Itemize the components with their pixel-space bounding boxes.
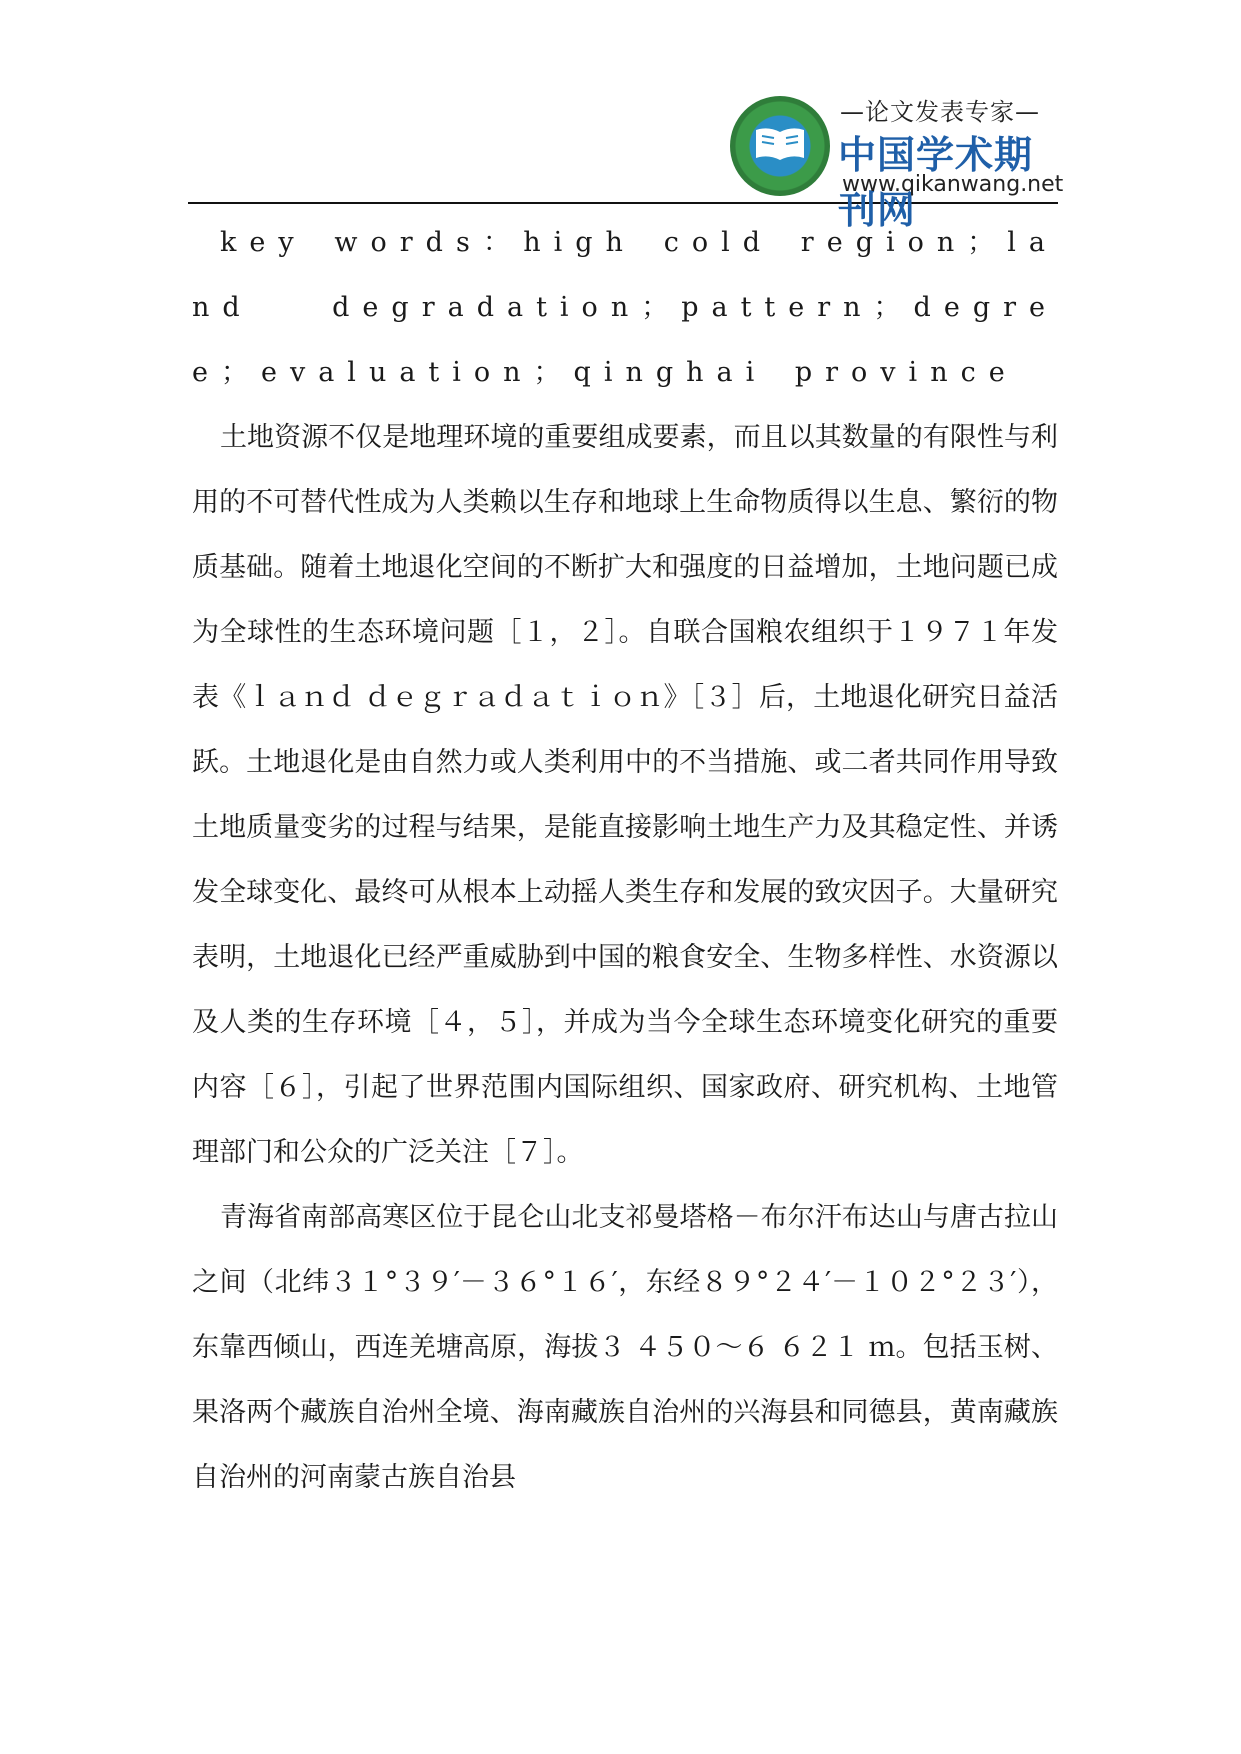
paragraph-study-area: 青海省南部高寒区位于昆仑山北支祁曼塔格－布尔汗布达山与唐古拉山之间（北纬３１°３９′－３６°１６′，东经８９°２４′－１０２°２３′），东靠西倾山，西连羌塘高原，海拔３ ４５０～６ ６２１ ｍ。包括玉树、果洛两个藏族自治州全境、海南藏族自治州的兴海县和同德县，黄南藏族自治州的河南蒙古族自治县 — [192, 1202, 1058, 1493]
logo-name: 中国学术期刊网 — [838, 133, 1034, 232]
keywords-line: key words：high cold region；land degradation；pattern；degree；evaluation；qinghai province — [192, 227, 1058, 388]
paragraph-land-degradation: 土地资源不仅是地理环境的重要组成要素，而且以其数量的有限性与利用的不可替代性成为人类赖以生存和地球上生命物质得以生息、繁衍的物质基础。随着土地退化空间的不断扩大和强度的日益增加，土地问题已成为全球性的生态环境问题［１，２］。自联合国粮农组织于１９７１年发表《ｌａｎｄ ｄｅｇｒａｄａｔｉｏｎ》［３］后，土地退化研究日益活跃。土地退化是由自然力或人类利用中的不当措施、或二者共同作用导致土地质量变劣的过程与结果，是能直接影响土地生产力及其稳定性、并诱发全球变化、最终可从根本上动摇人类生存和发展的致灾因子。大量研究表明，土地退化已经严重威胁到中国的粮食安全、生物多样性、水资源以及人类的生存环境［４，５］，并成为当今全球生态环境变化研究的重要内容［６］，引起了世界范围内国际组织、国家政府、研究机构、土地管理部门和公众的广泛关注［７］。 — [192, 422, 1058, 1168]
seal-logo-icon — [730, 96, 830, 196]
book-icon — [752, 124, 808, 164]
site-logo — [730, 90, 1064, 232]
logo-url: www.qikanwang.net — [842, 172, 1064, 197]
document-body — [192, 210, 1058, 1510]
logo-slogan: —论文发表专家— — [840, 98, 1040, 126]
page-header — [188, 80, 1064, 232]
